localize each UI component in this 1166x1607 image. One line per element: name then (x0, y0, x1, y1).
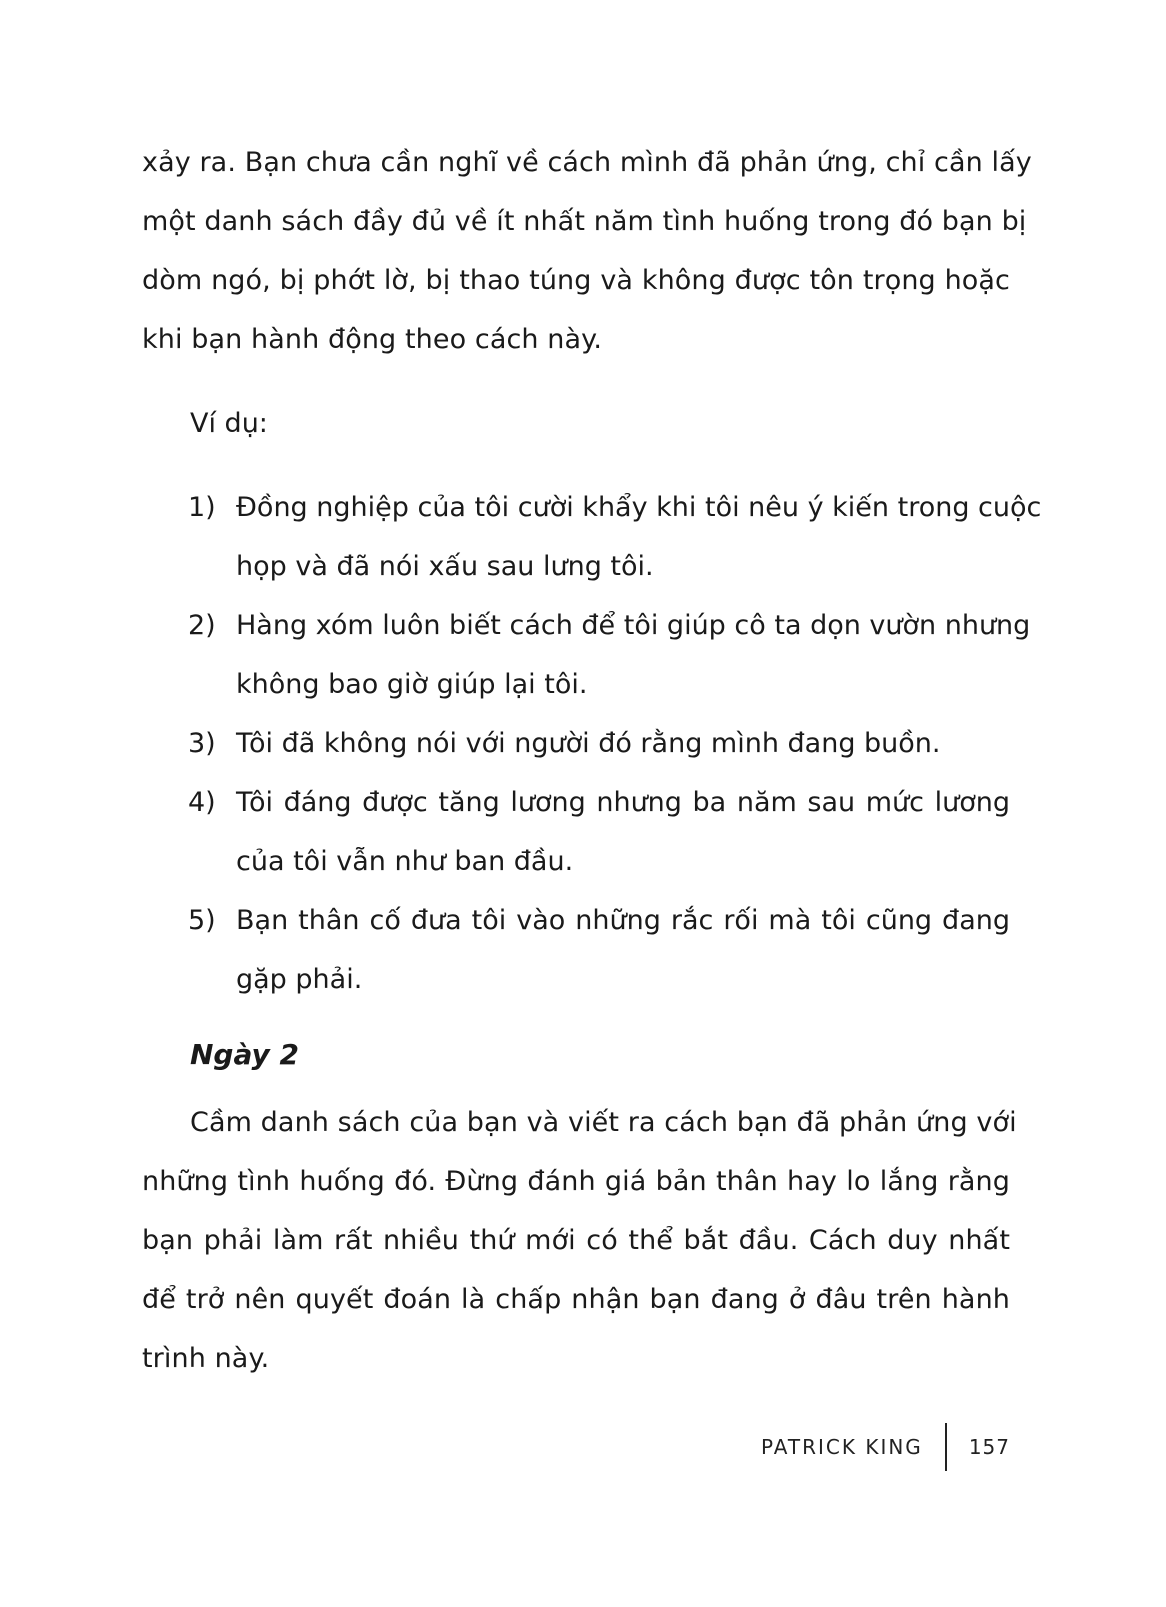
list-item (188, 478, 1042, 596)
list-item-line: Tôi đã không nói với người đó rằng mình đang buồn. (236, 728, 941, 759)
day2-line: những tình huống đó. Đừng đánh giá bản thân hay lo lắng rằng (142, 1166, 1010, 1197)
day2-line: bạn phải làm rất nhiều thứ mới có thể bắt đầu. Cách duy nhất (142, 1225, 1010, 1256)
intro-line: khi bạn hành động theo cách này. (142, 324, 603, 355)
list-item-line: Bạn thân cố đưa tôi vào những rắc rối mà tôi cũng đang (236, 905, 1010, 936)
list-item (188, 891, 1010, 1009)
list-item-number: 4) (188, 787, 216, 818)
day2-line: trình này. (142, 1343, 270, 1374)
footer-divider (945, 1423, 947, 1471)
page-number: 157 (968, 1435, 1010, 1459)
list-item-line: Hàng xóm luôn biết cách để tôi giúp cô ta dọn vườn nhưng (236, 610, 1031, 641)
example-label: Ví dụ: (190, 408, 268, 439)
list-item-line: Đồng nghiệp của tôi cười khẩy khi tôi nêu ý kiến trong cuộc (236, 492, 1042, 523)
list-item-line: gặp phải. (236, 964, 363, 995)
list-item-line: của tôi vẫn như ban đầu. (236, 846, 574, 877)
footer-author: PATRICK KING (760, 1435, 923, 1459)
list-item (188, 596, 1031, 714)
situation-list (188, 478, 1042, 1009)
intro-paragraph (142, 133, 1032, 369)
intro-line: một danh sách đầy đủ về ít nhất năm tình huống trong đó bạn bị (142, 206, 1027, 237)
list-item-line: họp và đã nói xấu sau lưng tôi. (236, 551, 654, 582)
intro-line: dòm ngó, bị phớt lờ, bị thao túng và không được tôn trọng hoặc (142, 265, 1010, 296)
day2-paragraph (142, 1093, 1017, 1388)
day2-line: Cầm danh sách của bạn và viết ra cách bạn đã phản ứng với (190, 1107, 1017, 1138)
list-item (188, 714, 1010, 773)
page-footer (761, 1423, 1010, 1471)
section-heading: Ngày 2 (190, 1038, 299, 1071)
list-item-number: 2) (188, 610, 216, 641)
intro-line: xảy ra. Bạn chưa cần nghĩ về cách mình đã phản ứng, chỉ cần lấy (142, 147, 1032, 178)
list-item-line: Tôi đáng được tăng lương nhưng ba năm sau mức lương (236, 787, 1010, 818)
list-item (188, 773, 1010, 891)
list-item-line: không bao giờ giúp lại tôi. (236, 669, 588, 700)
list-item-number: 1) (188, 492, 216, 523)
list-item-number: 5) (188, 905, 216, 936)
list-item-number: 3) (188, 728, 216, 759)
day2-line: để trở nên quyết đoán là chấp nhận bạn đang ở đâu trên hành (142, 1284, 1010, 1315)
